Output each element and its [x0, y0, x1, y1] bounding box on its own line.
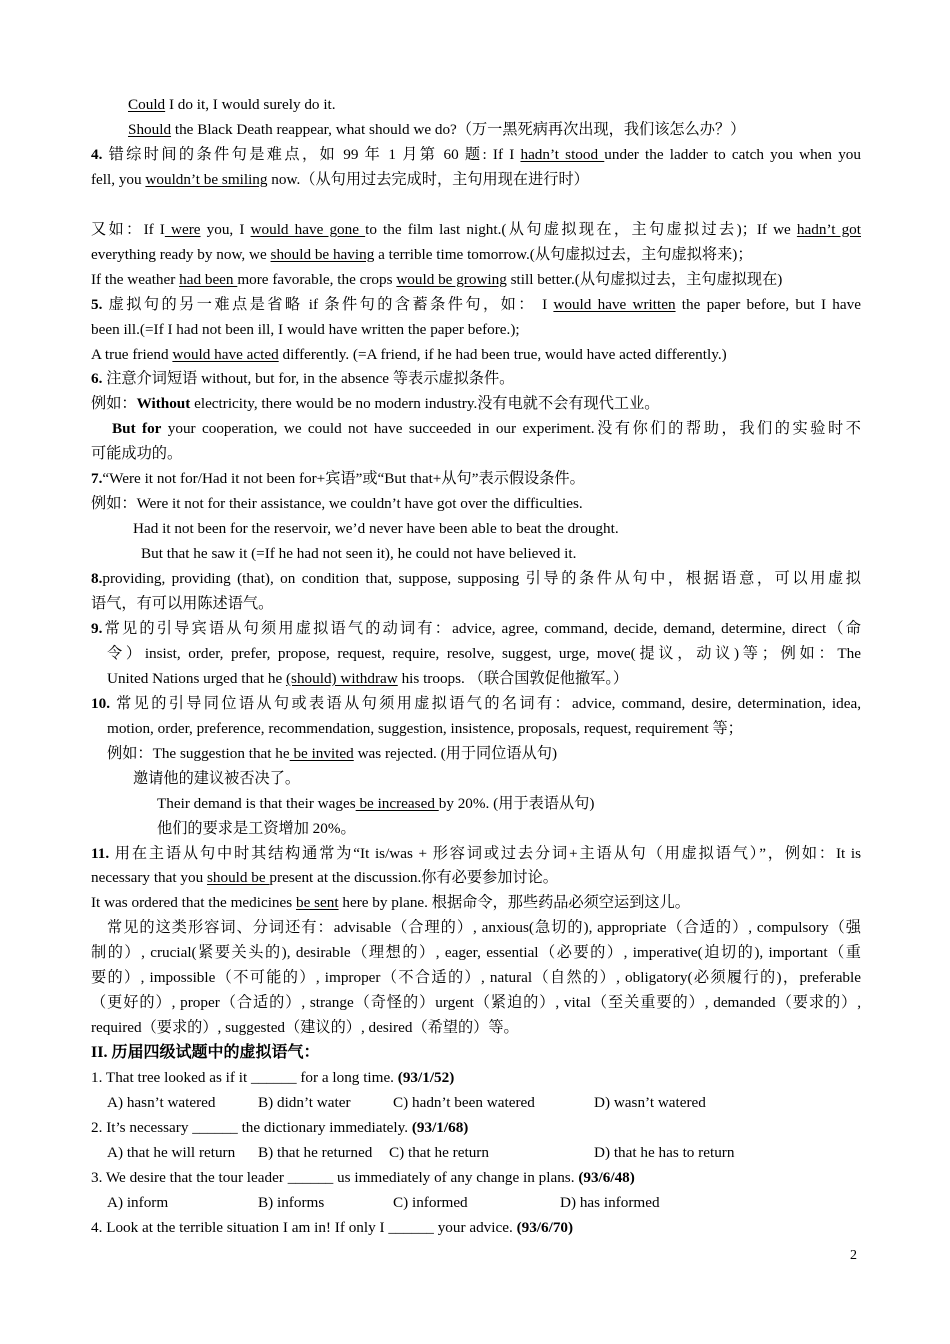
underlined-phrase: hadn’t stood [520, 145, 605, 163]
answer-option: C) that he return [389, 1143, 489, 1161]
bold-text: 7. [91, 470, 103, 488]
text-line [91, 270, 861, 290]
text-line [91, 1018, 861, 1038]
text-line [91, 1168, 861, 1188]
answer-options-line [91, 1193, 861, 1213]
bold-text: 10. [91, 694, 110, 712]
text-line [91, 1068, 861, 1088]
answer-option: C) hadn’t been watered [393, 1094, 535, 1111]
text-line [91, 494, 861, 514]
bold-text: 11. [91, 844, 110, 862]
text-line [112, 419, 861, 439]
bold-text: 8. [91, 570, 103, 588]
text-line [107, 669, 861, 689]
text-run: 例如： [91, 395, 137, 413]
text-line [91, 844, 861, 864]
text-line [91, 619, 861, 639]
text-run: still better.(从句虚拟过去，主句虚拟现在) [506, 270, 783, 288]
text-line [128, 120, 861, 140]
text-run: the paper before, but I have [675, 295, 861, 313]
text-line [91, 469, 861, 489]
answer-option: A) that he will return [107, 1143, 236, 1161]
text-run: 错综时间的条件句是难点，如 99 年 1 月第 60 题: If I [102, 145, 521, 163]
underlined-phrase: would have acted [172, 345, 279, 363]
text-run: 常见的引导同位语从句或表语从句须用虚拟语气的名词有：advice, command, desire, determination, idea, [109, 694, 861, 712]
text-run: your cooperation, we could not have succeeded in our experiment.没有你们的帮助，我们的实验时不 [161, 420, 861, 438]
text-run: 邀请他的建议被否决了。 [133, 769, 301, 787]
text-run: 要的）, impossible（不可能的）, improper（不合适的）, natural（自然的）, obligatory(必须履行的)，preferable [91, 969, 861, 987]
text-run: But that he saw it (=If he had not seen it), he could not have believed it. [141, 545, 577, 563]
text-run: 用在主语从句中时其结构通常为“It is/was + 形容词或过去分词+主语从句（用虚拟语气）”，例如：It is [109, 844, 861, 862]
text-run: 注意介词短语 without, but for, in the absence 等表示虚拟条件。 [102, 370, 515, 388]
text-line [133, 769, 861, 789]
text-line [91, 1118, 861, 1138]
bold-text: Without [136, 395, 191, 413]
text-run: everything ready by now, we [91, 245, 271, 263]
text-run: （更好的）, proper（合适的）, strange（奇怪的）urgent（紧迫的）, vital（至关重要的）, demanded（要求的）, [91, 994, 861, 1012]
underlined-phrase: hadn’t got [796, 220, 861, 238]
text-run: 可能成功的。 [91, 445, 183, 463]
text-run: 3. We desire that the tour leader ______ us immediately of any change in plans. [91, 1168, 579, 1186]
text-run: 令）insist, order, prefer, propose, request, require, resolve, suggest, urge, move(提议，动议)等；例如：The [107, 644, 861, 662]
bold-text: (93/1/52) [397, 1069, 455, 1087]
text-line [91, 694, 861, 714]
text-line [91, 320, 861, 340]
text-line [91, 220, 861, 240]
text-run: Their demand is that their wages [157, 794, 356, 812]
text-run: the Black Death reappear, what should we do?（万一黑死病再次出现，我们该怎么办？） [171, 120, 746, 138]
underlined-phrase: had been [179, 270, 238, 288]
underlined-phrase: wouldn’t be smiling [145, 170, 268, 188]
underlined-phrase: be sent [295, 894, 339, 912]
text-run: If the weather [91, 270, 180, 288]
bold-text: 9. [91, 619, 103, 637]
text-run: United Nations urged that he [107, 669, 286, 687]
text-run: here by plane. 根据命令，那些药品必须空运到这儿。 [338, 894, 690, 912]
answer-option: A) hasn’t watered [107, 1094, 216, 1111]
text-line [91, 968, 861, 988]
text-run: required（要求的）, suggested（建议的）, desired（希望的）等。 [91, 1019, 519, 1037]
text-line [107, 744, 861, 764]
answer-option: C) informed [393, 1193, 468, 1211]
underlined-phrase: should be having [270, 245, 375, 263]
answer-option: B) informs [258, 1193, 325, 1211]
text-line [91, 394, 861, 414]
underlined-phrase: Should [128, 120, 172, 138]
text-line [107, 918, 861, 938]
section-heading [91, 1043, 861, 1063]
text-run: present at the discussion.你有必要参加讨论。 [269, 869, 558, 887]
text-line [107, 644, 861, 664]
text-line [91, 993, 861, 1013]
answer-option: D) wasn’t watered [594, 1094, 706, 1111]
answer-options-line [91, 1093, 861, 1113]
text-line [91, 145, 861, 165]
text-run: 语气，有可以用陈述语气。 [91, 595, 274, 612]
text-run: a terrible time tomorrow.(从句虚拟过去，主句虚拟将来)； [374, 245, 753, 263]
text-run: II. 历届四级试题中的虚拟语气： [91, 1044, 320, 1062]
answer-option: B) didn’t water [258, 1094, 351, 1111]
underlined-phrase: were [164, 220, 201, 238]
text-run: I do it, I would surely do it. [165, 96, 336, 113]
text-run: Had it not been for the reservoir, we’d never have been able to beat the drought. [133, 520, 619, 538]
text-run: differently. (=A friend, if he had been true, would have acted differently.) [278, 345, 727, 363]
text-run: you, I [200, 220, 251, 238]
text-line [91, 345, 861, 365]
text-line [91, 943, 861, 963]
text-line [107, 719, 861, 739]
text-line [91, 170, 861, 190]
bold-text: 6. [91, 370, 103, 388]
text-line [91, 369, 861, 389]
text-line [157, 819, 861, 839]
bold-text: (93/6/70) [516, 1218, 574, 1236]
text-run: It was ordered that the medicines [91, 894, 296, 912]
underlined-phrase: (should) withdraw [285, 669, 398, 687]
text-run: 1. That tree looked as if it ______ for a long time. [91, 1069, 398, 1087]
bold-text: 5. [91, 295, 103, 313]
text-run: 常见的这类形容词、分词还有：advisable（合理的）, anxious(急切的), appropriate（合适的）, compulsory（强 [107, 919, 861, 937]
text-run: 又如：If I [91, 220, 165, 238]
text-run: A true friend [91, 345, 173, 363]
underlined-phrase: would have gone [250, 220, 366, 238]
text-run: by 20%. (用于表语从句) [438, 794, 595, 812]
page-number: 2 [850, 1248, 857, 1263]
text-run: 常见的引导宾语从句须用虚拟语气的动词有：advice, agree, command, decide, demand, determine, direct（命 [102, 619, 861, 637]
answer-options-line [91, 1143, 861, 1163]
underlined-phrase: should be [206, 869, 270, 887]
underlined-phrase: would be growing [396, 270, 507, 288]
text-line [133, 519, 861, 539]
text-run: 他们的要求是工资增加 20%。 [157, 819, 356, 837]
text-run: fell, you [91, 170, 146, 188]
text-run: to the film last night.(从句虚拟现在，主句虚拟过去)；If we [365, 220, 797, 238]
text-run: his troops. （联合国敦促他撤军。） [397, 669, 629, 687]
answer-option: D) that he has to return [594, 1143, 735, 1161]
text-run: under the ladder to catch you when you [604, 145, 861, 163]
text-run: now.（从句用过去完成时，主句用现在进行时） [267, 170, 589, 188]
text-run: 虚拟句的另一难点是省略 if 条件句的含蓄条件句，如： I [102, 295, 554, 313]
text-run: providing, providing (that), on condition that, suppose, supposing 引导的条件从句中，根据语意，可以用虚拟 [102, 570, 861, 588]
text-line [91, 245, 861, 265]
text-line [91, 868, 861, 888]
bold-text: But for [112, 420, 162, 438]
underlined-phrase: be invited [289, 744, 354, 762]
answer-option: B) that he returned [258, 1143, 373, 1161]
text-line [91, 569, 861, 589]
text-run: been ill.(=If I had not been ill, I would have written the paper before.); [91, 320, 520, 338]
text-run: 例如：The suggestion that he [107, 744, 290, 762]
answer-option: D) has informed [560, 1193, 660, 1211]
text-line [128, 95, 861, 115]
text-line [141, 544, 861, 564]
bold-text: (93/6/48) [578, 1168, 635, 1186]
text-line [91, 594, 861, 614]
text-run: electricity, there would be no modern industry.没有电就不会有现代工业。 [190, 395, 660, 413]
text-run: more favorable, the crops [237, 270, 397, 288]
text-run: 4. Look at the terrible situation I am in! If only I ______ your advice. [91, 1218, 517, 1236]
underlined-phrase: be increased [355, 794, 439, 812]
text-run: necessary that you [91, 869, 207, 887]
underlined-phrase: Could [128, 96, 166, 113]
text-line [91, 893, 861, 913]
text-line [91, 295, 861, 315]
answer-option: A) inform [107, 1193, 169, 1211]
text-run: 例如：Were it not for their assistance, we couldn’t have got over the difficulties. [91, 495, 583, 513]
bold-text: (93/1/68) [411, 1118, 469, 1136]
text-run: 2. It’s necessary ______ the dictionary immediately. [91, 1118, 412, 1136]
underlined-phrase: would have written [553, 295, 676, 313]
bold-text: 4. [91, 145, 103, 163]
text-line [91, 1218, 861, 1238]
text-line [157, 794, 861, 814]
text-line [91, 444, 861, 464]
text-run: 制的）, crucial(紧要关头的), desirable（理想的）, eager, essential（必要的）, imperative(迫切的), important（重 [91, 944, 861, 962]
text-run: “Were it not for/Had it not been for+宾语”或“But that+从句”表示假设条件。 [102, 470, 585, 488]
text-run: was rejected. (用于同位语从句) [353, 744, 558, 762]
text-run: motion, order, preference, recommendation, suggestion, insistence, proposals, request, requirement 等； [107, 719, 743, 737]
